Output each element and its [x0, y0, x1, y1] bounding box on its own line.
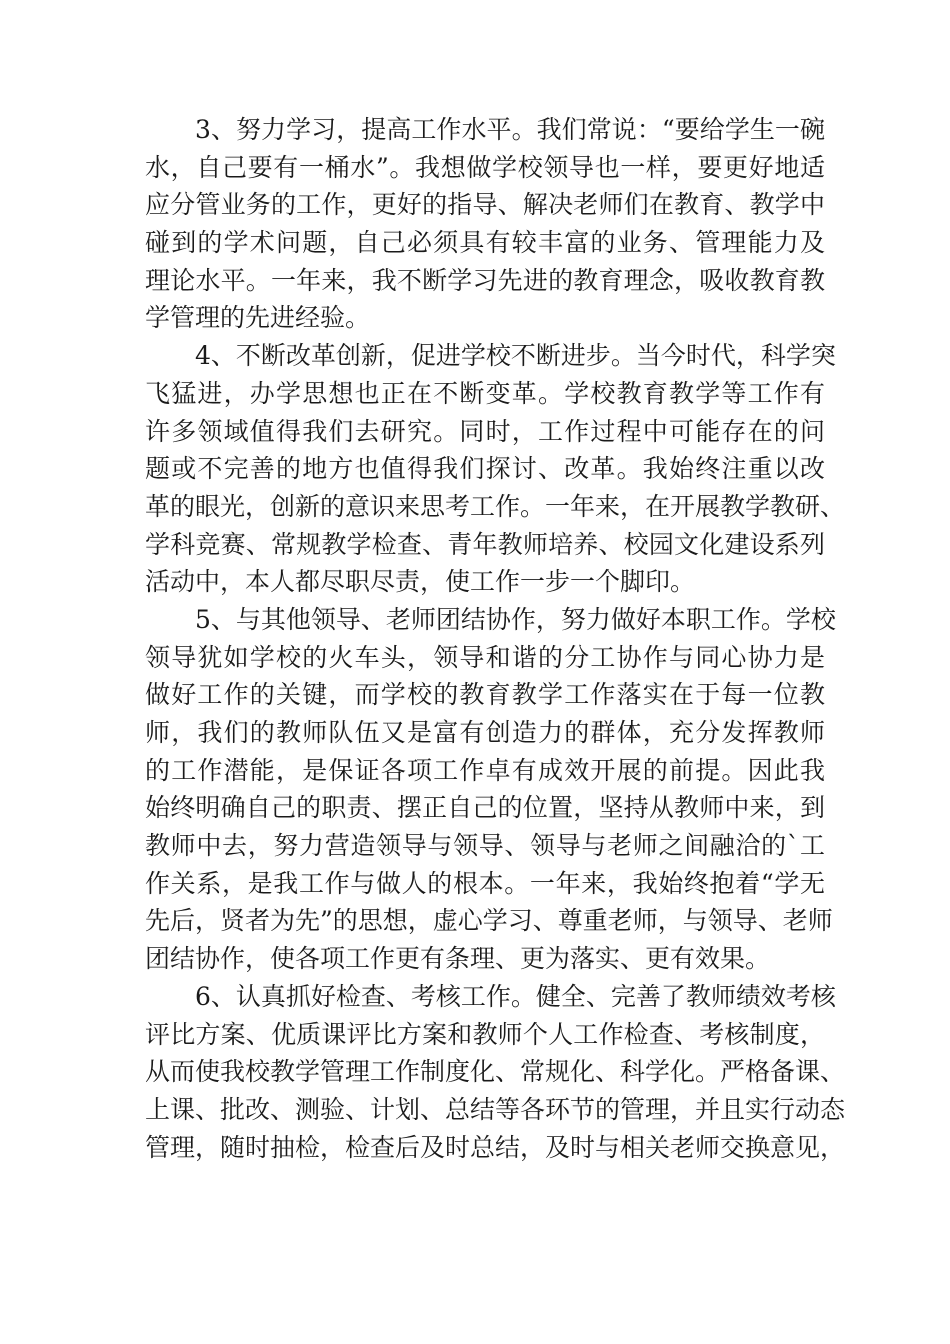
paragraph-4 — [145, 337, 846, 601]
text-line: 先后，贤者为先”的思想，虚心学习、尊重老师，与领导、老师 — [145, 906, 833, 936]
text-line: 水，自己要有一桶水”。我想做学校领导也一样，要更好地适 — [145, 152, 825, 182]
text-line: 许多领域值得我们去研究。同时，工作过程中可能存在的问 — [145, 416, 825, 446]
text-line: 题或不完善的地方也值得我们探讨、改革。我始终注重以改 — [145, 454, 825, 484]
text-line: 理论水平。一年来，我不断学习先进的教育理念，吸收教育教 — [145, 265, 825, 295]
text-line: 领导犹如学校的火车头，领导和谐的分工协作与同心协力是 — [145, 642, 825, 672]
text-line: 教师中去，努力营造领导与领导、领导与老师之间融洽的`工 — [145, 831, 825, 861]
paragraph-3 — [145, 111, 825, 337]
text-line: 6、认真抓好检查、考核工作。健全、完善了教师绩效考核 — [195, 981, 836, 1011]
text-line: 4、不断改革创新，促进学校不断进步。当今时代，科学突 — [195, 341, 836, 371]
text-line: 师，我们的教师队伍又是富有创造力的群体，充分发挥教师 — [145, 718, 825, 747]
text-line: 学科竞赛、常规教学检查、青年教师培养、校园文化建设系列 — [145, 529, 825, 559]
text-line: 碰到的学术问题，自己必须具有较丰富的业务、管理能力及 — [145, 228, 825, 258]
text-line: 应分管业务的工作，更好的指导、解决老师们在教育、教学中 — [145, 190, 825, 220]
text-line: 上课、批改、测验、计划、总结等各环节的管理，并且实行动态 — [145, 1094, 846, 1124]
text-line: 管理，随时抽检，检查后及时总结，及时与相关老师交换意见， — [145, 1132, 846, 1162]
text-line: 学管理的先进经验。 — [145, 303, 371, 333]
text-line: 的工作潜能，是保证各项工作卓有成效开展的前提。因此我 — [145, 755, 825, 785]
text-line: 作关系，是我工作与做人的根本。一年来，我始终抱着“学无 — [145, 868, 825, 898]
paragraph-6 — [145, 978, 846, 1166]
body-text — [145, 111, 846, 1166]
text-line: 始终明确自己的职责、摆正自己的位置，坚持从教师中来，到 — [145, 793, 825, 823]
paragraph-5 — [145, 601, 836, 978]
text-line: 做好工作的关键，而学校的教育教学工作落实在于每一位教 — [145, 680, 825, 710]
text-line: 5、与其他领导、老师团结协作，努力做好本职工作。学校 — [195, 604, 836, 634]
text-line: 从而使我校教学管理工作制度化、常规化、科学化。严格备课、 — [145, 1057, 846, 1087]
text-line: 评比方案、优质课评比方案和教师个人工作检查、考核制度， — [145, 1019, 825, 1049]
text-line: 飞猛进，办学思想也正在不断变革。学校教育教学等工作有 — [145, 378, 825, 408]
text-line: 活动中，本人都尽职尽责，使工作一步一个脚印。 — [145, 567, 696, 597]
text-line: 团结协作，使各项工作更有条理、更为落实、更有效果。 — [145, 944, 771, 974]
text-line: 3、努力学习，提高工作水平。我们常说：“要给学生一碗 — [195, 115, 825, 144]
text-line: 革的眼光，创新的意识来思考工作。一年来，在开展教学教研、 — [145, 491, 846, 521]
